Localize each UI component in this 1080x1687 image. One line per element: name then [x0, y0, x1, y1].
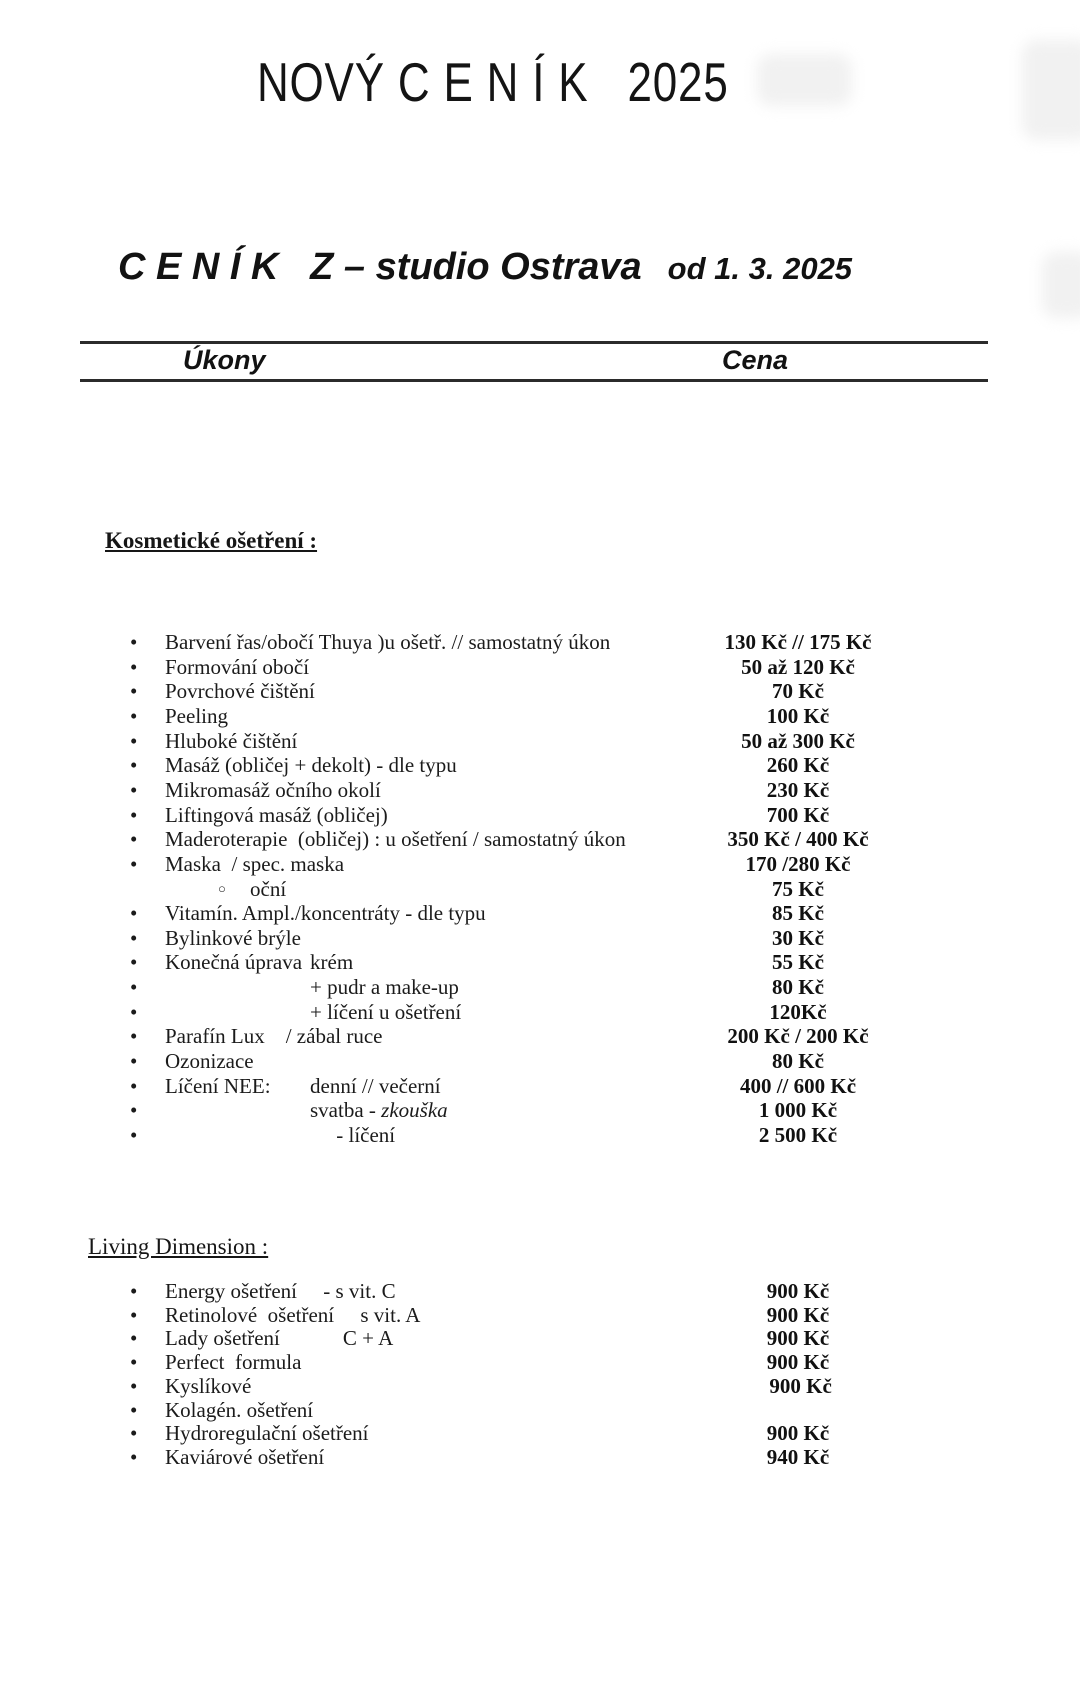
table-rule-top: [80, 341, 988, 344]
list-item: [0, 1304, 1080, 1328]
list-item: [0, 827, 1080, 852]
item-label: Kolagén. ošetření: [165, 1397, 314, 1422]
bullet-icon: •: [130, 950, 138, 975]
item-label: Hydroregulační ošetření: [165, 1421, 369, 1446]
list-item: [0, 852, 1080, 877]
bullet-icon: •: [130, 654, 138, 679]
bullet-icon: •: [130, 1373, 138, 1398]
item-price: 100 Kč: [766, 703, 830, 728]
item-label: Lady ošetření C + A: [165, 1326, 394, 1351]
list-item: [0, 1351, 1080, 1375]
list-item: [0, 1375, 1080, 1399]
list-item: [0, 877, 1080, 902]
scan-artifact: [1042, 252, 1080, 318]
column-header-ukony: Úkony: [183, 345, 266, 375]
section-heading: Kosmetické ošetření :: [105, 528, 318, 553]
item-price: 170 /280 Kč: [745, 851, 851, 876]
list-item: [0, 926, 1080, 951]
bullet-icon: •: [130, 1279, 138, 1303]
item-label-secondary: + líčení u ošetření: [310, 999, 462, 1024]
item-price: 130 Kč // 175 Kč: [724, 630, 872, 654]
bullet-icon: •: [130, 753, 138, 778]
item-label: Peeling: [165, 703, 228, 728]
section-heading: Living Dimension :: [88, 1234, 269, 1259]
list-item: [0, 1446, 1080, 1470]
bullet-icon: •: [130, 802, 138, 827]
bullet-icon: •: [130, 1326, 138, 1351]
item-label: Líčení NEE:: [165, 1073, 271, 1098]
item-price: 75 Kč: [772, 876, 824, 901]
bullet-icon: •: [130, 999, 138, 1024]
item-label: Mikromasáž očního okolí: [165, 777, 381, 802]
list-item: [0, 1049, 1080, 1074]
item-label-secondary: krém: [310, 950, 354, 975]
bullet-icon: •: [130, 1444, 138, 1469]
bullet-icon: •: [130, 851, 138, 876]
item-price: 50 až 120 Kč: [741, 654, 855, 679]
item-label: Energy ošetření - s vit. C: [165, 1279, 396, 1303]
bullet-icon: •: [130, 1098, 138, 1123]
item-label: Parafín Lux / zábal ruce: [165, 1024, 383, 1049]
bullet-icon: •: [130, 901, 138, 926]
item-label: Maderoterapie (obličej) : u ošetření / samostatný úkon: [165, 827, 626, 852]
scan-artifact: [1022, 40, 1080, 140]
item-price: 900 Kč: [764, 1373, 832, 1398]
list-item: [0, 1000, 1080, 1025]
bullet-icon: •: [130, 703, 138, 728]
subtitle-text: C E N Í K Z – studio Ostrava: [118, 246, 642, 288]
item-price: 900 Kč: [766, 1350, 830, 1375]
item-price: 230 Kč: [766, 777, 830, 802]
bullet-icon: •: [130, 1421, 138, 1446]
list-item: [0, 950, 1080, 975]
list-item: [0, 1422, 1080, 1446]
list-item: [0, 729, 1080, 754]
item-price: 200 Kč / 200 Kč: [727, 1024, 869, 1049]
item-price: 70 Kč: [772, 679, 824, 704]
item-price: 900 Kč: [766, 1421, 830, 1446]
item-price: 55 Kč: [772, 950, 824, 975]
bullet-icon: •: [130, 728, 138, 753]
list-item: [0, 778, 1080, 803]
table-rule-bottom: [80, 379, 988, 382]
bullet-icon: •: [130, 1123, 138, 1147]
item-label: Kaviárové ošetření: [165, 1444, 325, 1469]
bullet-icon: •: [130, 630, 138, 654]
item-label: oční: [250, 876, 287, 901]
list-item: [0, 679, 1080, 704]
item-label: Retinolové ošetření s vit. A: [165, 1302, 421, 1327]
item-label-secondary: svatba - zkouška: [310, 1098, 448, 1123]
item-label: Perfect formula: [165, 1350, 302, 1375]
bullet-icon: •: [130, 1073, 138, 1098]
list-item: [0, 901, 1080, 926]
item-price: 80 Kč: [772, 975, 824, 1000]
bullet-icon: •: [130, 1302, 138, 1327]
subtitle-date: od 1. 3. 2025: [667, 251, 853, 286]
bullet-icon: •: [130, 777, 138, 802]
list-item: [0, 1327, 1080, 1351]
item-label: Hluboké čištění: [165, 728, 298, 753]
list-item: [0, 1399, 1080, 1423]
item-price: 900 Kč: [766, 1279, 830, 1303]
list-item: [0, 1123, 1080, 1148]
item-label: Masáž (obličej + dekolt) - dle typu: [165, 753, 457, 778]
item-price: 700 Kč: [766, 802, 830, 827]
item-label-secondary: denní // večerní: [310, 1073, 441, 1098]
item-label: Formování obočí: [165, 654, 310, 679]
bullet-icon: •: [130, 1049, 138, 1074]
bullet-icon: •: [130, 679, 138, 704]
item-label: Vitamín. Ampl./koncentráty - dle typu: [165, 901, 486, 926]
item-label: Barvení řas/obočí Thuya )u ošetř. // samostatný úkon: [165, 630, 611, 654]
item-price: 50 až 300 Kč: [741, 728, 855, 753]
item-price: 900 Kč: [766, 1326, 830, 1351]
list-item: [0, 753, 1080, 778]
item-price: 120Kč: [769, 999, 827, 1024]
item-label: Ozonizace: [165, 1049, 254, 1074]
item-price: 80 Kč: [772, 1049, 824, 1074]
list-item: [0, 803, 1080, 828]
item-price: 1 000 Kč: [758, 1098, 838, 1123]
bullet-icon: •: [130, 1397, 138, 1422]
item-price: 350 Kč / 400 Kč: [727, 827, 869, 852]
item-price: 2 500 Kč: [758, 1123, 838, 1147]
item-label-secondary: - líčení: [310, 1123, 396, 1147]
column-header-cena: Cena: [722, 345, 789, 375]
page-title: [0, 50, 985, 114]
item-price: 400 // 600 Kč: [739, 1073, 857, 1098]
item-price: 30 Kč: [772, 925, 824, 950]
list-item: [0, 1074, 1080, 1099]
item-label: Bylinkové brýle: [165, 925, 301, 950]
circle-bullet-icon: ○: [218, 880, 226, 896]
bullet-icon: •: [130, 1350, 138, 1375]
item-price: 85 Kč: [772, 901, 824, 926]
item-label: Konečná úprava: [165, 950, 303, 975]
item-label: Povrchové čištění: [165, 679, 315, 704]
item-label: Maska / spec. maska: [165, 851, 345, 876]
item-price: 260 Kč: [766, 753, 830, 778]
list-item: [0, 655, 1080, 680]
bullet-icon: •: [130, 925, 138, 950]
page-title-text: NOVÝ C E N Í K 2025: [256, 51, 729, 113]
list-item: [0, 704, 1080, 729]
item-price: 940 Kč: [766, 1444, 830, 1469]
list-item: [0, 630, 1080, 655]
bullet-icon: •: [130, 827, 138, 852]
bullet-icon: •: [130, 975, 138, 1000]
list-item: [0, 1098, 1080, 1123]
list-item: [0, 1280, 1080, 1304]
item-label: Kyslíkové: [165, 1373, 252, 1398]
item-label: Liftingová masáž (obličej): [165, 802, 388, 827]
item-label-secondary: + pudr a make-up: [310, 975, 459, 1000]
list-item: [0, 1024, 1080, 1049]
item-price: 900 Kč: [766, 1302, 830, 1327]
bullet-icon: •: [130, 1024, 138, 1049]
list-item: [0, 975, 1080, 1000]
subtitle: [118, 246, 852, 289]
